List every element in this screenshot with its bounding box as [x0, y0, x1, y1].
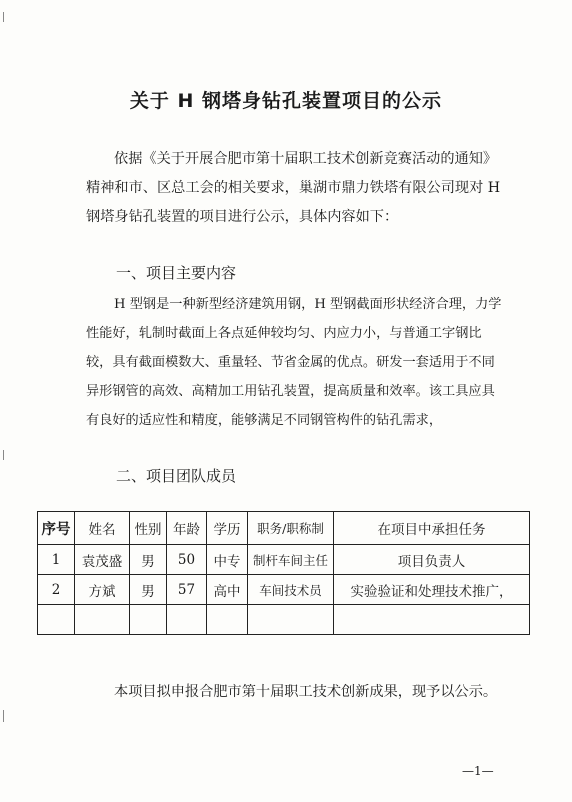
cell-education	[207, 605, 248, 635]
header-index: 序号	[38, 512, 75, 545]
section-heading-content: 一、项目主要内容	[116, 264, 237, 282]
table-header-row	[38, 512, 530, 545]
intro-paragraph: 依据《关于开展合肥市第十届职工技术创新竞赛活动的通知》精神和市、区总工会的相关要求，巢湖市鼎力铁塔有限公司现对 H 钢塔身钻孔装置的项目进行公示，具体内容如下：	[86, 151, 501, 225]
cell-task: 实验验证和处理技术推广，	[334, 575, 530, 605]
table-row	[38, 545, 530, 575]
cell-position: 制杆车间主任	[248, 545, 334, 575]
cell-name: 方斌	[75, 575, 130, 605]
cell-position: 车间技术员	[248, 575, 334, 605]
cell-age	[167, 605, 207, 635]
header-position: 职务/职称制	[248, 512, 334, 545]
cell-name	[75, 605, 130, 635]
cell-age: 50	[167, 545, 207, 575]
cell-task	[334, 605, 530, 635]
closing-paragraph: 本项目拟申报合肥市第十届职工技术创新成果，现予以公示。	[114, 684, 498, 700]
header-name: 姓名	[75, 512, 130, 545]
header-task: 在项目中承担任务	[334, 512, 530, 545]
cell-gender	[130, 605, 167, 635]
cell-education: 高中	[207, 575, 248, 605]
margin-mark	[3, 12, 4, 22]
header-gender: 性别	[130, 512, 167, 545]
content-paragraph: H 型钢是一种新型经济建筑用钢，H 型钢截面形状经济合理，力学性能好，轧制时截面上各点延伸较均匀、内应力小，与普通工字钢比较，具有截面模数大、重量轻、节省金属的优点。研发一套适用于不同异形钢管的高效、高精加工用钻孔装置，提高质量和效率。该工具应具有良好的适应性和精度，能够满足不同钢管构件的钻孔需求，	[86, 297, 502, 428]
cell-age: 57	[167, 575, 207, 605]
section-heading-team: 二、项目团队成员	[116, 467, 237, 485]
cell-index	[38, 605, 75, 635]
cell-name: 袁茂盛	[75, 545, 130, 575]
cell-position	[248, 605, 334, 635]
cell-education: 中专	[207, 545, 248, 575]
header-age: 年龄	[167, 512, 207, 545]
margin-mark	[3, 710, 4, 722]
table-row	[38, 605, 530, 635]
page-number: —1—	[462, 764, 494, 778]
table-row	[38, 575, 530, 605]
cell-gender: 男	[130, 545, 167, 575]
header-education: 学历	[207, 512, 248, 545]
cell-index: 2	[38, 575, 75, 605]
page-title: 关于 H 钢塔身钻孔装置项目的公示	[129, 90, 443, 112]
team-members-table	[37, 511, 530, 635]
cell-index: 1	[38, 545, 75, 575]
cell-gender: 男	[130, 575, 167, 605]
cell-task: 项目负责人	[334, 545, 530, 575]
margin-mark	[3, 450, 4, 460]
